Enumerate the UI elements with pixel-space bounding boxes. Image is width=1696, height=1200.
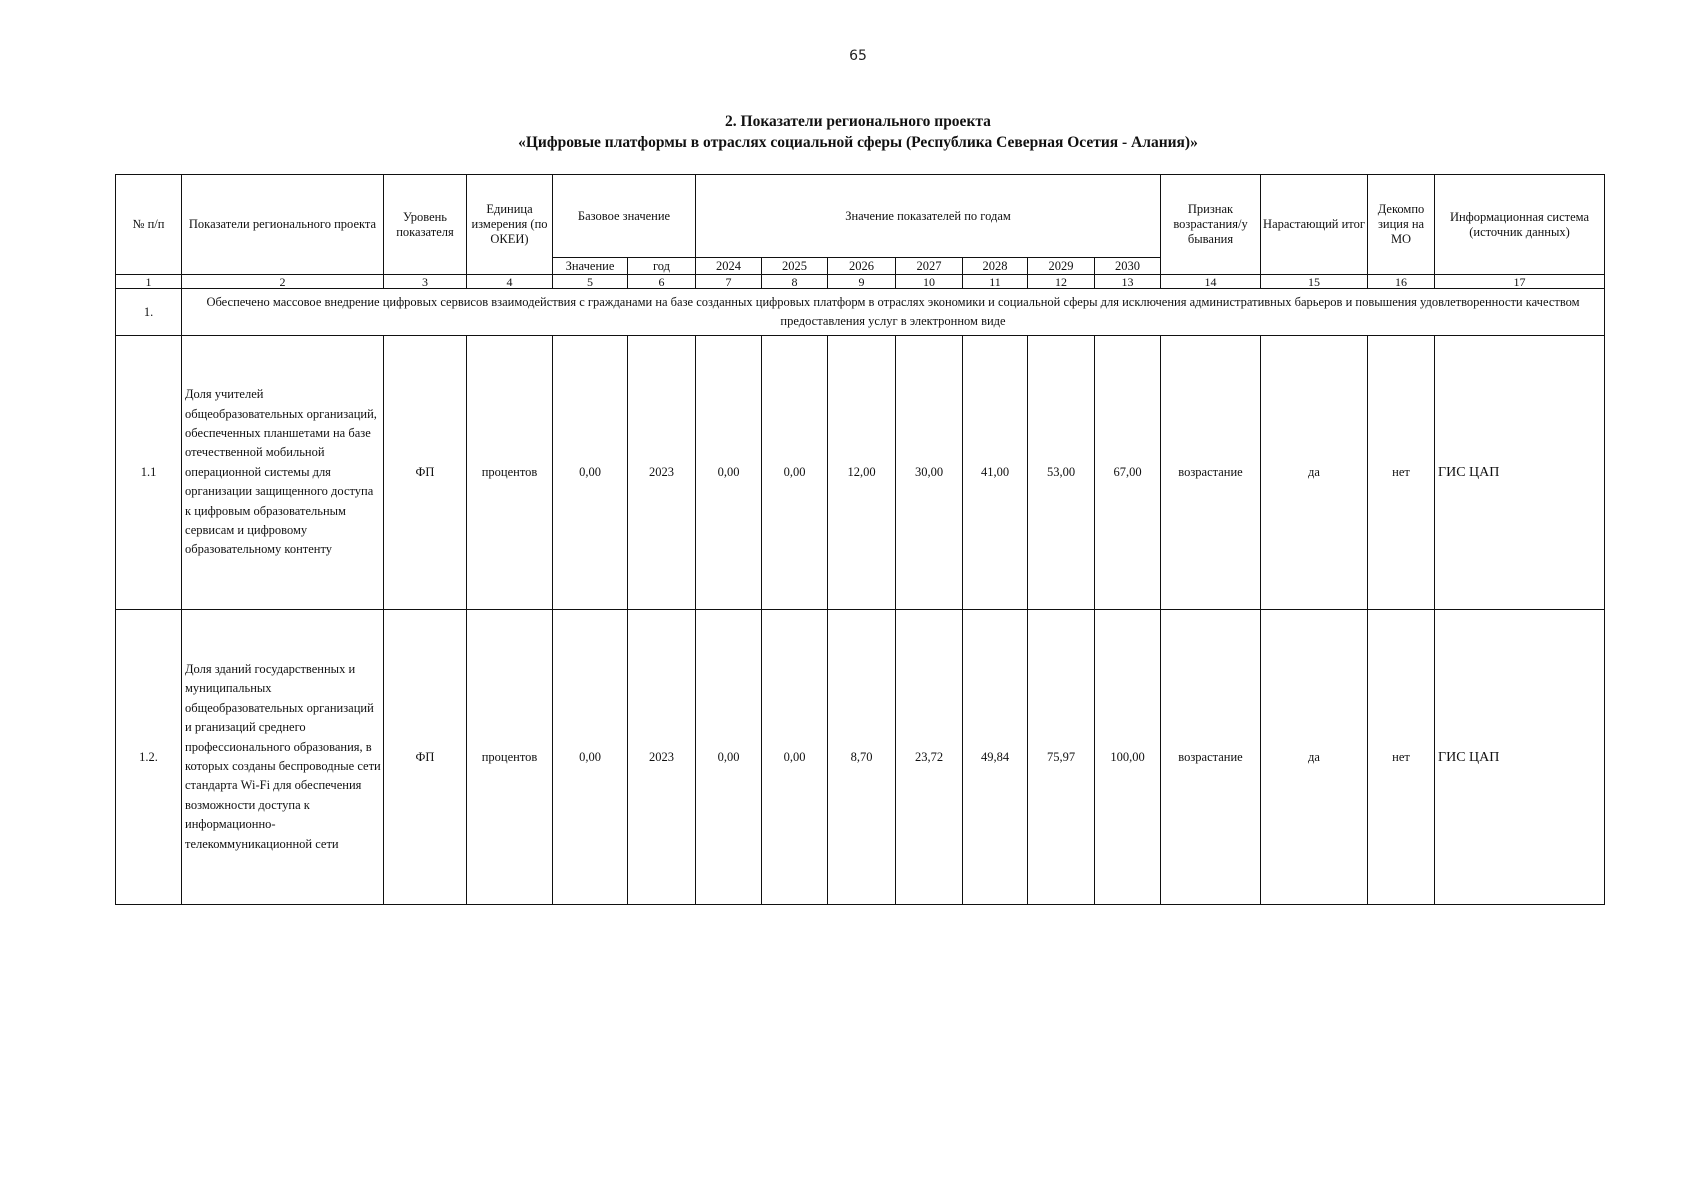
header-base-year: год [628,258,696,275]
year-value: 53,00 [1028,336,1095,610]
column-number: 17 [1435,275,1605,289]
base-year: 2023 [628,610,696,905]
year-value: 0,00 [696,610,762,905]
header-indicator: Показатели регионального проекта [182,175,384,275]
page-number: 65 [849,48,867,64]
year-value: 8,70 [828,610,896,905]
data-rows [116,336,1605,905]
column-number: 11 [963,275,1028,289]
row-number: 1.1 [116,336,182,610]
indicator-name: Доля учителей общеобразовательных организаций, обеспеченных планшетами на базе отечественной мобильной операционной системы для организации защищенного доступа к цифровым образовательным сервисам и цифровому образовательному контенту [182,336,384,610]
year-value: 100,00 [1095,610,1161,905]
column-number: 15 [1261,275,1368,289]
header-info-system: Информационная система (источник данных) [1435,175,1605,275]
indicator-unit: процентов [467,336,553,610]
decomposition-flag: нет [1368,336,1435,610]
year-value: 0,00 [762,336,828,610]
decomposition-flag: нет [1368,610,1435,905]
year-value: 0,00 [696,336,762,610]
section-row [116,289,1605,336]
year-value: 12,00 [828,336,896,610]
column-number: 9 [828,275,896,289]
header-decomposition: Декомпо зиция на МО [1368,175,1435,275]
section-title: Обеспечено массовое внедрение цифровых сервисов взаимодействия с гражданами на базе созданных цифровых платформ в отраслях экономики и социальной сферы для исключения административных барьеров и повышения удовлетворенности качеством предоставления услуг в электронном виде [182,289,1605,336]
column-number: 3 [384,275,467,289]
row-number: 1.2. [116,610,182,905]
header-year: 2030 [1095,258,1161,275]
cumulative-flag: да [1261,610,1368,905]
column-number: 14 [1161,275,1261,289]
document-title [0,111,1696,153]
header-row [116,175,1605,258]
year-value: 41,00 [963,336,1028,610]
cumulative-flag: да [1261,336,1368,610]
column-number: 2 [182,275,384,289]
header-year: 2026 [828,258,896,275]
header-base: Базовое значение [553,175,696,258]
info-system: ГИС ЦАП [1435,610,1605,905]
header-level: Уровень показателя [384,175,467,275]
header-unit: Единица измерения (по ОКЕИ) [467,175,553,275]
title-line-1: 2. Показатели регионального проекта [725,113,991,130]
column-number: 6 [628,275,696,289]
column-number: 12 [1028,275,1095,289]
header-base-value: Значение [553,258,628,275]
table-row [116,336,1605,610]
column-number: 7 [696,275,762,289]
year-value: 23,72 [896,610,963,905]
indicator-unit: процентов [467,610,553,905]
year-value: 67,00 [1095,336,1161,610]
base-value: 0,00 [553,336,628,610]
header-year: 2024 [696,258,762,275]
header-by-years: Значение показателей по годам [696,175,1161,258]
column-number: 16 [1368,275,1435,289]
indicator-name: Доля зданий государственных и муниципальных общеобразовательных организаций и рганизаций среднего профессионального образования, в которых созданы беспроводные сети стандарта Wi-Fi для обеспечения возможности доступа к информационно-телекоммуникационной сети [182,610,384,905]
year-value: 30,00 [896,336,963,610]
column-number: 10 [896,275,963,289]
base-year: 2023 [628,336,696,610]
column-number: 5 [553,275,628,289]
column-number: 8 [762,275,828,289]
header-sign: Признак возрастания/у бывания [1161,175,1261,275]
info-system: ГИС ЦАП [1435,336,1605,610]
header-num: № п/п [116,175,182,275]
header-year: 2025 [762,258,828,275]
header-cumulative: Нарастающий итог [1261,175,1368,275]
column-number: 13 [1095,275,1161,289]
title-line-2: «Цифровые платформы в отраслях социальной сферы (Республика Северная Осетия - Алания)» [518,134,1198,151]
column-numbers-row [116,275,1605,289]
trend-sign: возрастание [1161,610,1261,905]
header-year: 2029 [1028,258,1095,275]
table-row [116,610,1605,905]
indicator-level: ФП [384,610,467,905]
header-year: 2027 [896,258,963,275]
year-value: 75,97 [1028,610,1095,905]
header-year: 2028 [963,258,1028,275]
indicator-level: ФП [384,336,467,610]
trend-sign: возрастание [1161,336,1261,610]
year-value: 49,84 [963,610,1028,905]
column-number: 1 [116,275,182,289]
indicators-table [115,174,1605,905]
year-value: 0,00 [762,610,828,905]
section-number: 1. [116,289,182,336]
base-value: 0,00 [553,610,628,905]
column-number: 4 [467,275,553,289]
